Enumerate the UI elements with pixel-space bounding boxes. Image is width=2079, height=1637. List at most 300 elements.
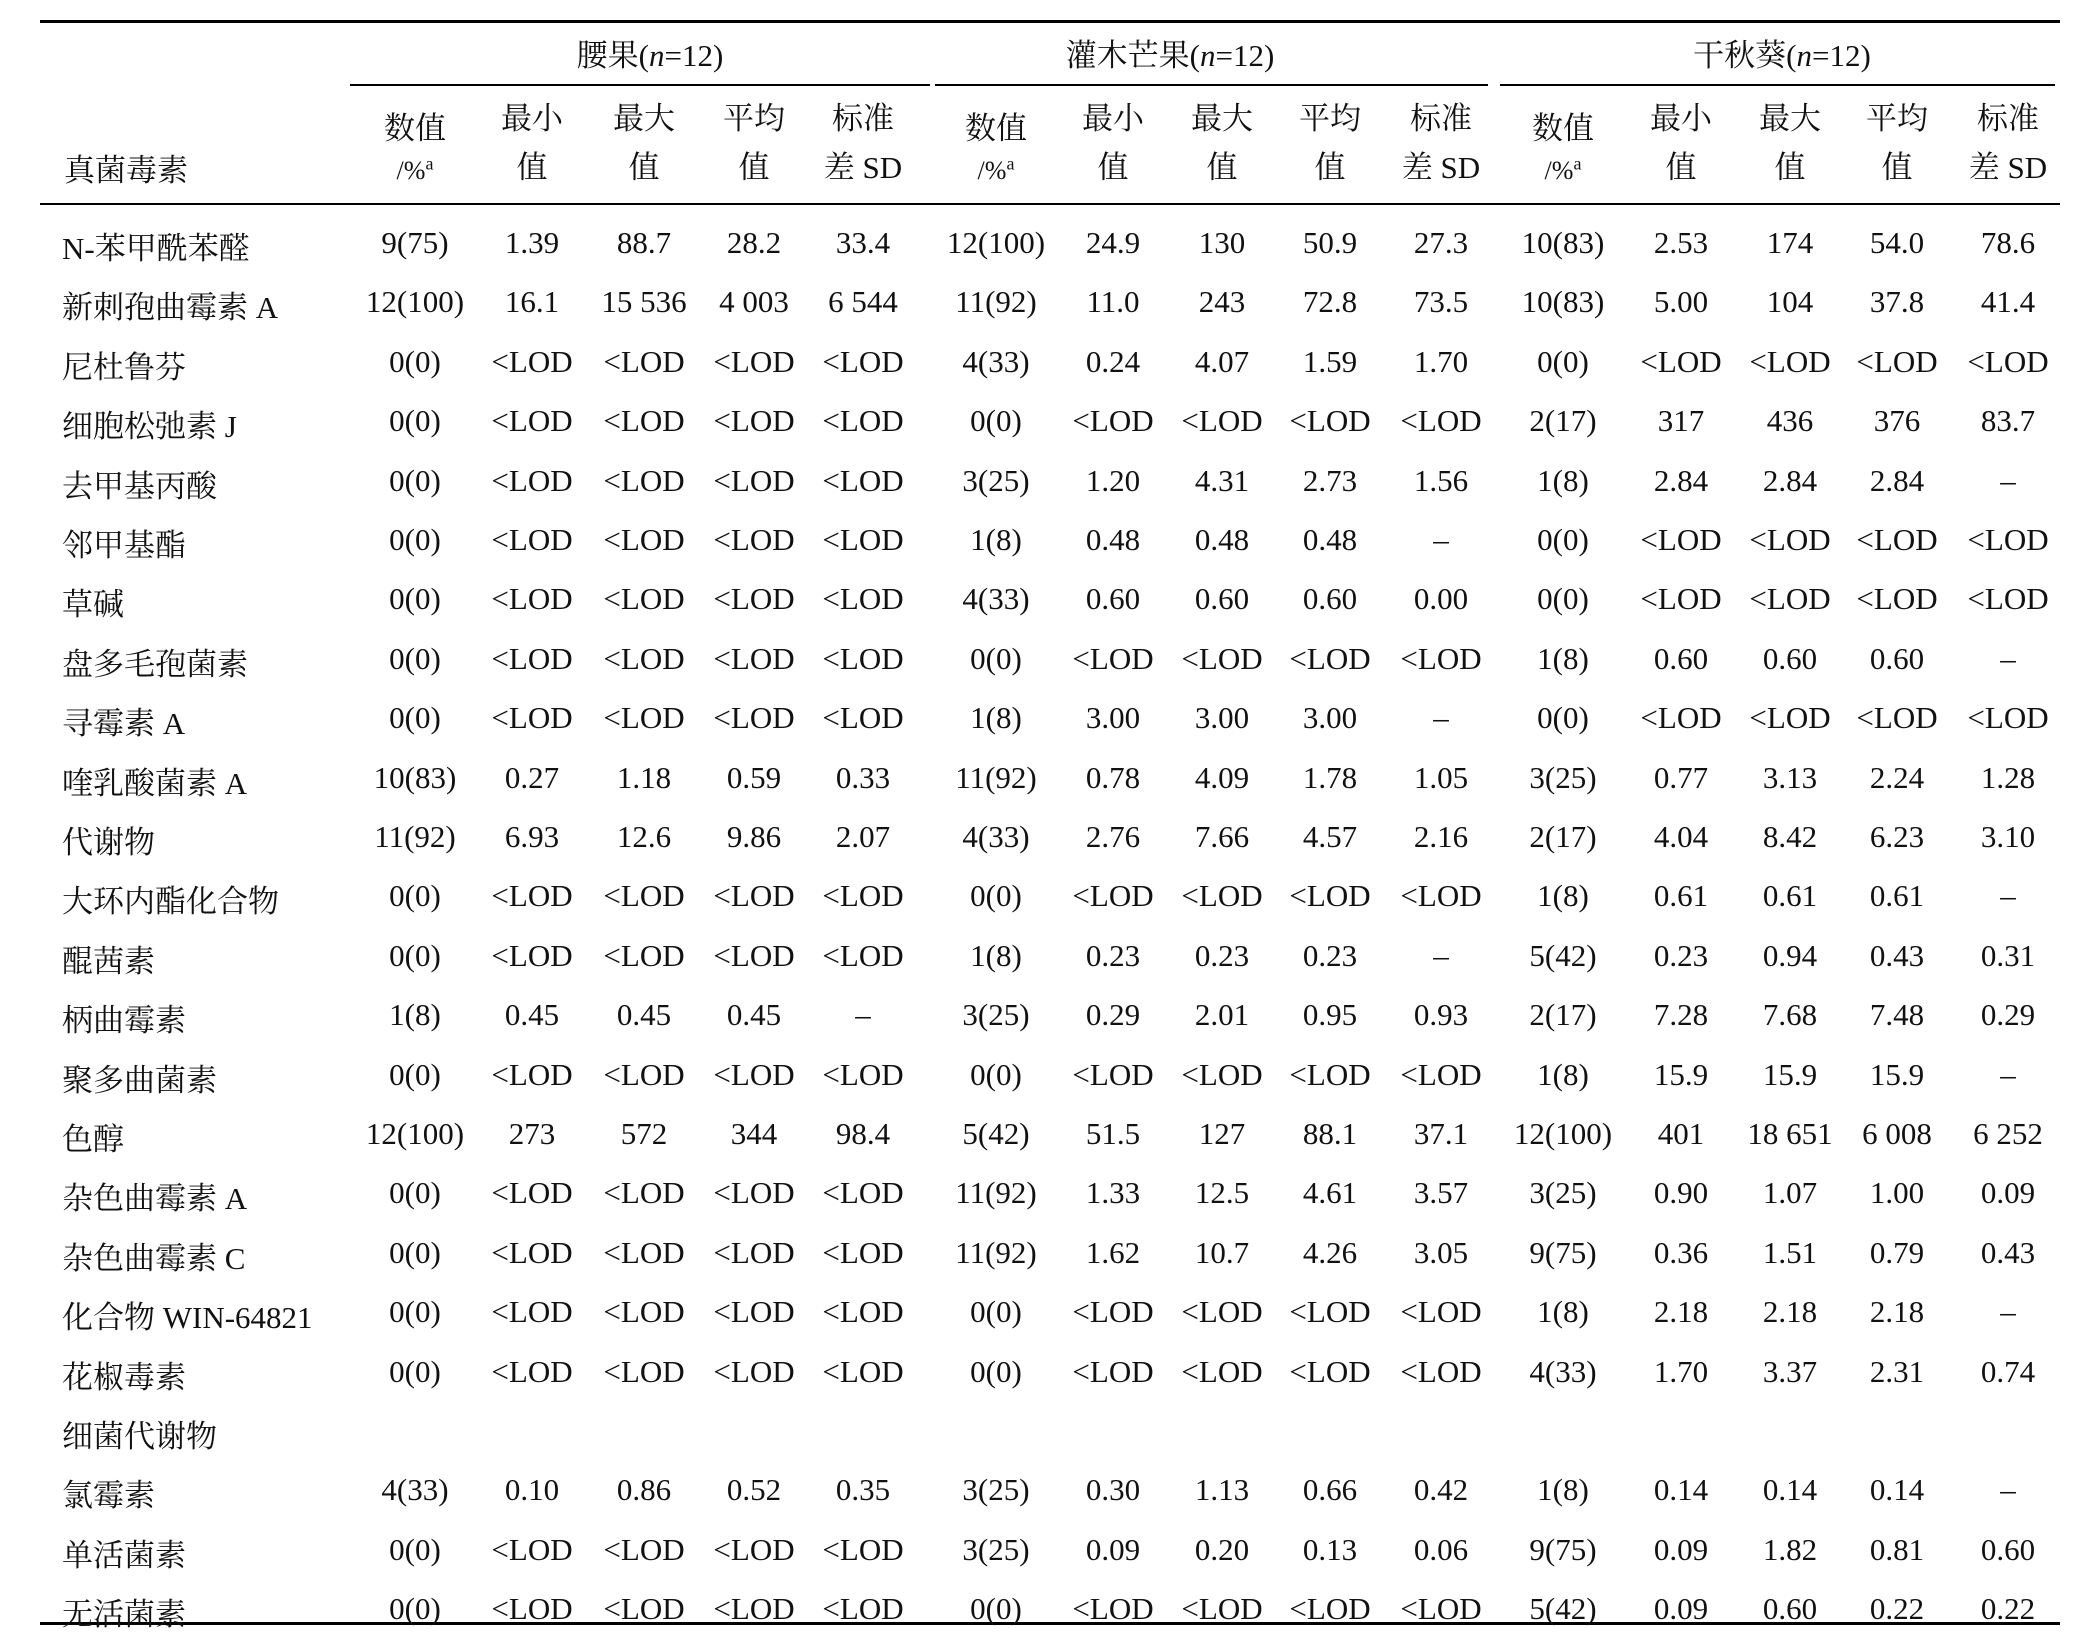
table-cell: 12(100) xyxy=(1513,1116,1613,1151)
table-cell: 0(0) xyxy=(389,1056,441,1092)
table-cell: 2(17) xyxy=(1529,997,1597,1033)
table-cell: – xyxy=(1433,700,1449,736)
table-cell: <LOD xyxy=(603,878,685,914)
table-cell: <LOD xyxy=(603,522,685,557)
table-cell: <LOD xyxy=(603,343,685,379)
table-cell: <LOD xyxy=(713,937,795,973)
table-cell: 1(8) xyxy=(1537,1472,1589,1508)
table-cell: <LOD xyxy=(1400,640,1482,676)
table-cell: 37.8 xyxy=(1869,284,1925,320)
table-cell: 1.70 xyxy=(1653,1353,1709,1389)
table-cell: 4(33) xyxy=(381,1472,449,1508)
table-cell: 10(83) xyxy=(1521,225,1605,260)
table-cell: 1(8) xyxy=(1537,640,1589,676)
table-cell: – xyxy=(2000,1472,2016,1508)
table-cell: 6 008 xyxy=(1862,1116,1932,1151)
table-cell: 0.74 xyxy=(1980,1353,2036,1389)
table-cell: <LOD xyxy=(1856,343,1938,379)
table-cell: <LOD xyxy=(491,1591,573,1627)
row-label: 新刺孢曲霉素 A xyxy=(62,290,279,326)
table-cell: 0.60 xyxy=(1762,640,1818,676)
table-cell: <LOD xyxy=(603,1234,685,1270)
table-cell: 376 xyxy=(1873,403,1921,439)
table-cell: 24.9 xyxy=(1085,225,1141,260)
table-cell: <LOD xyxy=(822,937,904,973)
table-cell: 1.20 xyxy=(1085,462,1141,498)
table-cell: 3.10 xyxy=(1980,819,2036,854)
table-cell: 5(42) xyxy=(1529,1591,1597,1627)
table-cell: <LOD xyxy=(822,581,904,617)
group-rule-mango xyxy=(935,84,1488,86)
table-cell: <LOD xyxy=(822,403,904,439)
group-header: 灌木芒果(n=12) xyxy=(1065,38,1275,73)
column-header: 数值 /%$^a$ xyxy=(1532,111,1594,185)
table-cell: 0.09 xyxy=(1653,1591,1709,1627)
table-cell: <LOD xyxy=(1181,640,1263,676)
table-cell: 0(0) xyxy=(389,343,441,379)
row-label: 细菌代谢物 xyxy=(62,1419,217,1454)
table-cell: 0(0) xyxy=(389,878,441,914)
table-cell: 0.22 xyxy=(1980,1591,2036,1627)
table-cell: 0.13 xyxy=(1302,1531,1358,1567)
table-cell: 0.48 xyxy=(1302,522,1358,557)
column-header: 平均 值 xyxy=(1866,101,1928,185)
table-cell: 1(8) xyxy=(970,937,1022,973)
table-cell: 33.4 xyxy=(835,225,891,260)
table-cell: 0.42 xyxy=(1413,1472,1469,1508)
table-cell: 1(8) xyxy=(1537,1056,1589,1092)
table-cell: 4.04 xyxy=(1653,819,1709,854)
table-cell: 0(0) xyxy=(389,700,441,736)
table-cell: 317 xyxy=(1657,403,1705,439)
table-cell: 10(83) xyxy=(1521,284,1605,320)
table-cell: 16.1 xyxy=(504,284,560,320)
table-cell: 28.2 xyxy=(726,225,782,260)
table-cell: <LOD xyxy=(491,462,573,498)
table-cell: – xyxy=(2000,1294,2016,1330)
table-cell: 0(0) xyxy=(389,1234,441,1270)
column-header: 标准 差 SD xyxy=(1401,101,1481,185)
table-cell: <LOD xyxy=(1289,1056,1371,1092)
table-cell: <LOD xyxy=(491,937,573,973)
table-cell: <LOD xyxy=(713,1056,795,1092)
table-cell: 127 xyxy=(1198,1116,1246,1151)
table-cell: 1.59 xyxy=(1302,343,1358,379)
table-cell: 4.57 xyxy=(1302,819,1358,854)
column-header: 最小 值 xyxy=(501,101,563,185)
table-cell: 4(33) xyxy=(962,819,1030,854)
table-cell: 1.07 xyxy=(1762,1175,1818,1211)
table-cell: <LOD xyxy=(491,700,573,736)
table-cell: 0(0) xyxy=(389,522,441,557)
table-cell: 2.84 xyxy=(1653,462,1709,498)
table-cell: <LOD xyxy=(1181,1294,1263,1330)
table-cell: 1.70 xyxy=(1413,343,1469,379)
table-cell: 0.43 xyxy=(1980,1234,2036,1270)
row-header-label: 真菌毒素 xyxy=(64,153,188,188)
table-cell: 0(0) xyxy=(389,937,441,973)
table-cell: 11(92) xyxy=(374,819,456,854)
table-cell: 4.09 xyxy=(1194,759,1250,795)
table-cell: <LOD xyxy=(1181,1056,1263,1092)
table-cell: 0.36 xyxy=(1653,1234,1709,1270)
table-cell: <LOD xyxy=(1289,1353,1371,1389)
column-header: 最小 值 xyxy=(1082,101,1144,185)
table-cell: <LOD xyxy=(603,462,685,498)
table-cell: <LOD xyxy=(491,522,573,557)
table-cell: <LOD xyxy=(491,1175,573,1211)
table-cell: 0.23 xyxy=(1653,937,1709,973)
table-cell: <LOD xyxy=(603,700,685,736)
table-cell: 0.45 xyxy=(726,997,782,1033)
table-cell: 0.94 xyxy=(1762,937,1818,973)
table-cell: 0(0) xyxy=(970,1056,1022,1092)
table-cell: 0(0) xyxy=(389,1175,441,1211)
table-cell: 0.60 xyxy=(1085,581,1141,617)
table-cell: 4(33) xyxy=(962,343,1030,379)
table-cell: 2.73 xyxy=(1302,462,1358,498)
table-cell: 0.61 xyxy=(1653,878,1709,914)
group-header: 腰果(n=12) xyxy=(576,38,724,73)
bottom-rule xyxy=(40,1622,2060,1625)
table-cell: <LOD xyxy=(1289,1591,1371,1627)
table-cell: <LOD xyxy=(603,1175,685,1211)
table-cell: 0(0) xyxy=(389,1531,441,1567)
table-cell: – xyxy=(1433,522,1449,557)
table-cell: 11.0 xyxy=(1086,284,1140,320)
table-cell: <LOD xyxy=(491,878,573,914)
column-header: 数值 /%$^a$ xyxy=(384,111,446,185)
table-cell: <LOD xyxy=(1072,1591,1154,1627)
table-cell: 0.14 xyxy=(1869,1472,1925,1508)
table-cell: <LOD xyxy=(603,1056,685,1092)
table-cell: 1.51 xyxy=(1762,1234,1818,1270)
table-cell: 7.28 xyxy=(1653,997,1709,1033)
column-header: 最小 值 xyxy=(1650,101,1712,185)
table-cell: 88.1 xyxy=(1302,1116,1358,1151)
table-cell: 27.3 xyxy=(1413,225,1469,260)
table-cell: 9(75) xyxy=(1529,1531,1597,1567)
table-cell: 12(100) xyxy=(365,1116,465,1151)
table-cell: <LOD xyxy=(1400,1294,1482,1330)
table-cell: 0(0) xyxy=(1537,581,1589,617)
table-cell: 0(0) xyxy=(970,1353,1022,1389)
table-cell: <LOD xyxy=(1967,581,2049,617)
table-cell: <LOD xyxy=(491,1353,573,1389)
group-rule-cashew xyxy=(350,84,930,86)
table-cell: 4(33) xyxy=(1529,1353,1597,1389)
table-cell: <LOD xyxy=(1181,1353,1263,1389)
table-cell: 0(0) xyxy=(1537,343,1589,379)
table-cell: 1.39 xyxy=(504,225,560,260)
table-cell: 0.29 xyxy=(1980,997,2036,1033)
table-cell: 0.14 xyxy=(1653,1472,1709,1508)
table-cell: 1.33 xyxy=(1085,1175,1141,1211)
table-cell: <LOD xyxy=(1967,522,2049,557)
header-rule xyxy=(40,203,2060,205)
table-cell: 0.48 xyxy=(1085,522,1141,557)
table-cell: <LOD xyxy=(1181,1591,1263,1627)
table-cell: <LOD xyxy=(713,640,795,676)
table-cell: 0.60 xyxy=(1980,1531,2036,1567)
table-cell: 51.5 xyxy=(1085,1116,1141,1151)
table-cell: 4.26 xyxy=(1302,1234,1358,1270)
table-cell: 2(17) xyxy=(1529,819,1597,854)
column-header: 平均 值 xyxy=(723,101,785,185)
table-cell: 12(100) xyxy=(946,225,1046,260)
table-cell: 0.66 xyxy=(1302,1472,1358,1508)
row-label: 色醇 xyxy=(62,1122,124,1157)
table-cell: 0.60 xyxy=(1302,581,1358,617)
table-cell: <LOD xyxy=(1289,640,1371,676)
table-cell: 1(8) xyxy=(1537,462,1589,498)
table-cell: 72.8 xyxy=(1302,284,1358,320)
table-cell: <LOD xyxy=(491,1294,573,1330)
row-label: 代谢物 xyxy=(62,825,155,860)
table-cell: <LOD xyxy=(822,1294,904,1330)
table-cell: 3.37 xyxy=(1762,1353,1818,1389)
table-cell: 12(100) xyxy=(365,284,465,320)
table-cell: – xyxy=(2000,878,2016,914)
table-cell: 18 651 xyxy=(1747,1116,1833,1151)
table-cell: <LOD xyxy=(713,878,795,914)
table-cell: 3(25) xyxy=(1529,1175,1597,1211)
row-label: 花椒毒素 xyxy=(62,1359,186,1395)
table-cell: 273 xyxy=(508,1116,556,1151)
table-cell: 41.4 xyxy=(1980,284,2036,320)
group-rule-okra xyxy=(1500,84,2055,86)
table-cell: 0(0) xyxy=(1537,522,1589,557)
table-cell: 0.60 xyxy=(1869,640,1925,676)
table-cell: 4.31 xyxy=(1194,462,1250,498)
table-cell: 54.0 xyxy=(1869,225,1925,260)
table-cell: 0.31 xyxy=(1980,937,2036,973)
table-cell: <LOD xyxy=(491,403,573,439)
table-cell: 2.01 xyxy=(1194,997,1250,1033)
table-cell: 1(8) xyxy=(1537,878,1589,914)
table-cell: 37.1 xyxy=(1413,1116,1469,1151)
table-cell: <LOD xyxy=(1400,1591,1482,1627)
table-cell: 1(8) xyxy=(970,522,1022,557)
table-cell: 3.13 xyxy=(1762,759,1818,795)
table-cell: 0.43 xyxy=(1869,937,1925,973)
table-cell: 2.84 xyxy=(1869,462,1925,498)
column-header: 标准 差 SD xyxy=(1968,101,2048,185)
table-cell: 3.00 xyxy=(1085,700,1141,736)
table-cell: 3(25) xyxy=(962,997,1030,1033)
table-cell: 1.05 xyxy=(1413,759,1469,795)
table-cell: 6.93 xyxy=(504,819,560,854)
table-cell: <LOD xyxy=(822,1175,904,1211)
table-cell: 5.00 xyxy=(1653,284,1709,320)
table-cell: 15 536 xyxy=(601,284,687,320)
table-cell: <LOD xyxy=(822,700,904,736)
table-cell: <LOD xyxy=(491,1234,573,1270)
row-label: 无活菌素 xyxy=(62,1597,186,1633)
row-label: 喹乳酸菌素 A xyxy=(62,765,248,801)
table-cell: <LOD xyxy=(603,640,685,676)
table-cell: 83.7 xyxy=(1980,403,2036,439)
table-cell: 0.23 xyxy=(1085,937,1141,973)
table-cell: 1.56 xyxy=(1413,462,1469,498)
table-cell: <LOD xyxy=(713,403,795,439)
table-cell: <LOD xyxy=(822,878,904,914)
table-cell: <LOD xyxy=(1072,1294,1154,1330)
table-cell: 15.9 xyxy=(1869,1056,1925,1092)
table-cell: 7.48 xyxy=(1869,997,1925,1033)
table-cell: 1(8) xyxy=(389,997,441,1033)
table-cell: 2.76 xyxy=(1085,819,1141,854)
table-cell: 0.00 xyxy=(1413,581,1469,617)
table-cell: 0.24 xyxy=(1085,343,1141,379)
table-cell: 1.13 xyxy=(1194,1472,1250,1508)
table-cell: 4.61 xyxy=(1302,1175,1358,1211)
table-cell: 401 xyxy=(1657,1116,1705,1151)
table-cell: <LOD xyxy=(491,343,573,379)
column-header: 数值 /%$^a$ xyxy=(965,111,1027,185)
table-cell: <LOD xyxy=(1072,878,1154,914)
table-cell: <LOD xyxy=(491,581,573,617)
table-cell: <LOD xyxy=(822,1056,904,1092)
table-cell: 0.22 xyxy=(1869,1591,1925,1627)
row-label: 盘多毛孢菌素 xyxy=(62,646,248,682)
table-cell: 0.09 xyxy=(1085,1531,1141,1567)
table-cell: 174 xyxy=(1766,225,1814,260)
table-cell: 0.06 xyxy=(1413,1531,1469,1567)
table-cell: <LOD xyxy=(1640,522,1722,557)
table-cell: 0(0) xyxy=(389,581,441,617)
table-cell: <LOD xyxy=(491,640,573,676)
row-label: 杂色曲霉素 C xyxy=(62,1240,246,1276)
row-label: N-苯甲酰苯醛 xyxy=(62,231,250,266)
table-cell: 0.59 xyxy=(726,759,782,795)
table-cell: 4(33) xyxy=(962,581,1030,617)
table-cell: <LOD xyxy=(603,1353,685,1389)
table-cell: 0(0) xyxy=(970,878,1022,914)
table-cell: 130 xyxy=(1198,225,1246,260)
table-cell: 2.53 xyxy=(1653,225,1709,260)
table-cell: <LOD xyxy=(603,937,685,973)
table-cell: <LOD xyxy=(713,1294,795,1330)
table-cell: 0.52 xyxy=(726,1472,782,1508)
table-cell: 2(17) xyxy=(1529,403,1597,439)
table-cell: 0.14 xyxy=(1762,1472,1818,1508)
table-cell: 6 544 xyxy=(828,284,898,320)
table-cell: 8.42 xyxy=(1762,819,1818,854)
table-cell: 5(42) xyxy=(1529,937,1597,973)
table-cell: 0.81 xyxy=(1869,1531,1925,1567)
table-cell: 1.00 xyxy=(1869,1175,1925,1211)
table-cell: <LOD xyxy=(1181,403,1263,439)
row-label: 醌茜素 xyxy=(62,943,155,979)
table-cell: 0.35 xyxy=(835,1472,891,1508)
table-cell: 0(0) xyxy=(389,640,441,676)
row-label: 去甲基丙酸 xyxy=(62,468,217,504)
table-cell: <LOD xyxy=(1289,403,1371,439)
table-cell: <LOD xyxy=(1856,522,1938,557)
table-cell: <LOD xyxy=(1640,581,1722,617)
table-cell: <LOD xyxy=(822,1353,904,1389)
table-cell: 2.24 xyxy=(1869,759,1925,795)
table-cell: 2.18 xyxy=(1869,1294,1925,1330)
table-cell: <LOD xyxy=(713,1353,795,1389)
row-label: 聚多曲菌素 xyxy=(62,1062,217,1098)
table-cell: 572 xyxy=(620,1116,668,1151)
table-cell: 0.78 xyxy=(1085,759,1141,795)
table-cell: 11(92) xyxy=(955,1234,1037,1270)
table-cell: <LOD xyxy=(1856,581,1938,617)
table-cell: <LOD xyxy=(603,1531,685,1567)
table-cell: <LOD xyxy=(713,1175,795,1211)
table-cell: 104 xyxy=(1766,284,1814,320)
row-label: 大环内酯化合物 xyxy=(62,884,279,920)
table-cell: <LOD xyxy=(713,581,795,617)
table-cell: 0.29 xyxy=(1085,997,1141,1033)
table-cell: <LOD xyxy=(1400,878,1482,914)
table-cell: <LOD xyxy=(822,640,904,676)
table-cell: 3.00 xyxy=(1194,700,1250,736)
table-cell: <LOD xyxy=(713,700,795,736)
table-cell: <LOD xyxy=(822,522,904,557)
table-cell: 78.6 xyxy=(1980,225,2036,260)
table-cell: 0(0) xyxy=(970,640,1022,676)
table-cell: 0(0) xyxy=(970,1294,1022,1330)
table-cell: – xyxy=(2000,462,2016,498)
table-cell: 3(25) xyxy=(962,462,1030,498)
table-cell: 0(0) xyxy=(970,403,1022,439)
table-cell: 0.09 xyxy=(1653,1531,1709,1567)
table-cell: 10.7 xyxy=(1194,1234,1250,1270)
table-cell: 0(0) xyxy=(389,1353,441,1389)
table-cell: <LOD xyxy=(603,1591,685,1627)
column-header: 标准 差 SD xyxy=(823,101,903,185)
table-cell: <LOD xyxy=(713,1531,795,1567)
row-label: 寻霉素 A xyxy=(62,706,186,742)
table-cell: 0(0) xyxy=(389,1591,441,1627)
table-cell: 1.78 xyxy=(1302,759,1358,795)
table-cell: 0.77 xyxy=(1653,759,1709,795)
table-cell: 0.90 xyxy=(1653,1175,1709,1211)
table-cell: <LOD xyxy=(1749,700,1831,736)
table-cell: 0(0) xyxy=(970,1591,1022,1627)
table-cell: 0.61 xyxy=(1869,878,1925,914)
table-cell: <LOD xyxy=(713,1234,795,1270)
table-cell: 10(83) xyxy=(373,759,457,795)
table-cell: <LOD xyxy=(491,1531,573,1567)
table-cell: <LOD xyxy=(603,403,685,439)
table-cell: <LOD xyxy=(1072,1056,1154,1092)
table-cell: 7.68 xyxy=(1762,997,1818,1033)
table-cell: <LOD xyxy=(1289,878,1371,914)
table-cell: <LOD xyxy=(1181,878,1263,914)
table-cell: 3(25) xyxy=(962,1472,1030,1508)
table-cell: 0(0) xyxy=(1537,700,1589,736)
table-cell: <LOD xyxy=(491,1056,573,1092)
table-cell: 0.95 xyxy=(1302,997,1358,1033)
table-cell: 9.86 xyxy=(726,819,782,854)
table-cell: 243 xyxy=(1198,284,1246,320)
table-cell: – xyxy=(2000,1056,2016,1092)
table-cell: 0.45 xyxy=(504,997,560,1033)
table-cell: 1.82 xyxy=(1762,1531,1818,1567)
table-cell: <LOD xyxy=(822,1234,904,1270)
table-cell: 73.5 xyxy=(1413,284,1469,320)
table-cell: 3.57 xyxy=(1413,1175,1469,1211)
table-cell: 0(0) xyxy=(389,403,441,439)
table-cell: <LOD xyxy=(1749,581,1831,617)
table-cell: 0.61 xyxy=(1762,878,1818,914)
table-cell: <LOD xyxy=(1289,1294,1371,1330)
